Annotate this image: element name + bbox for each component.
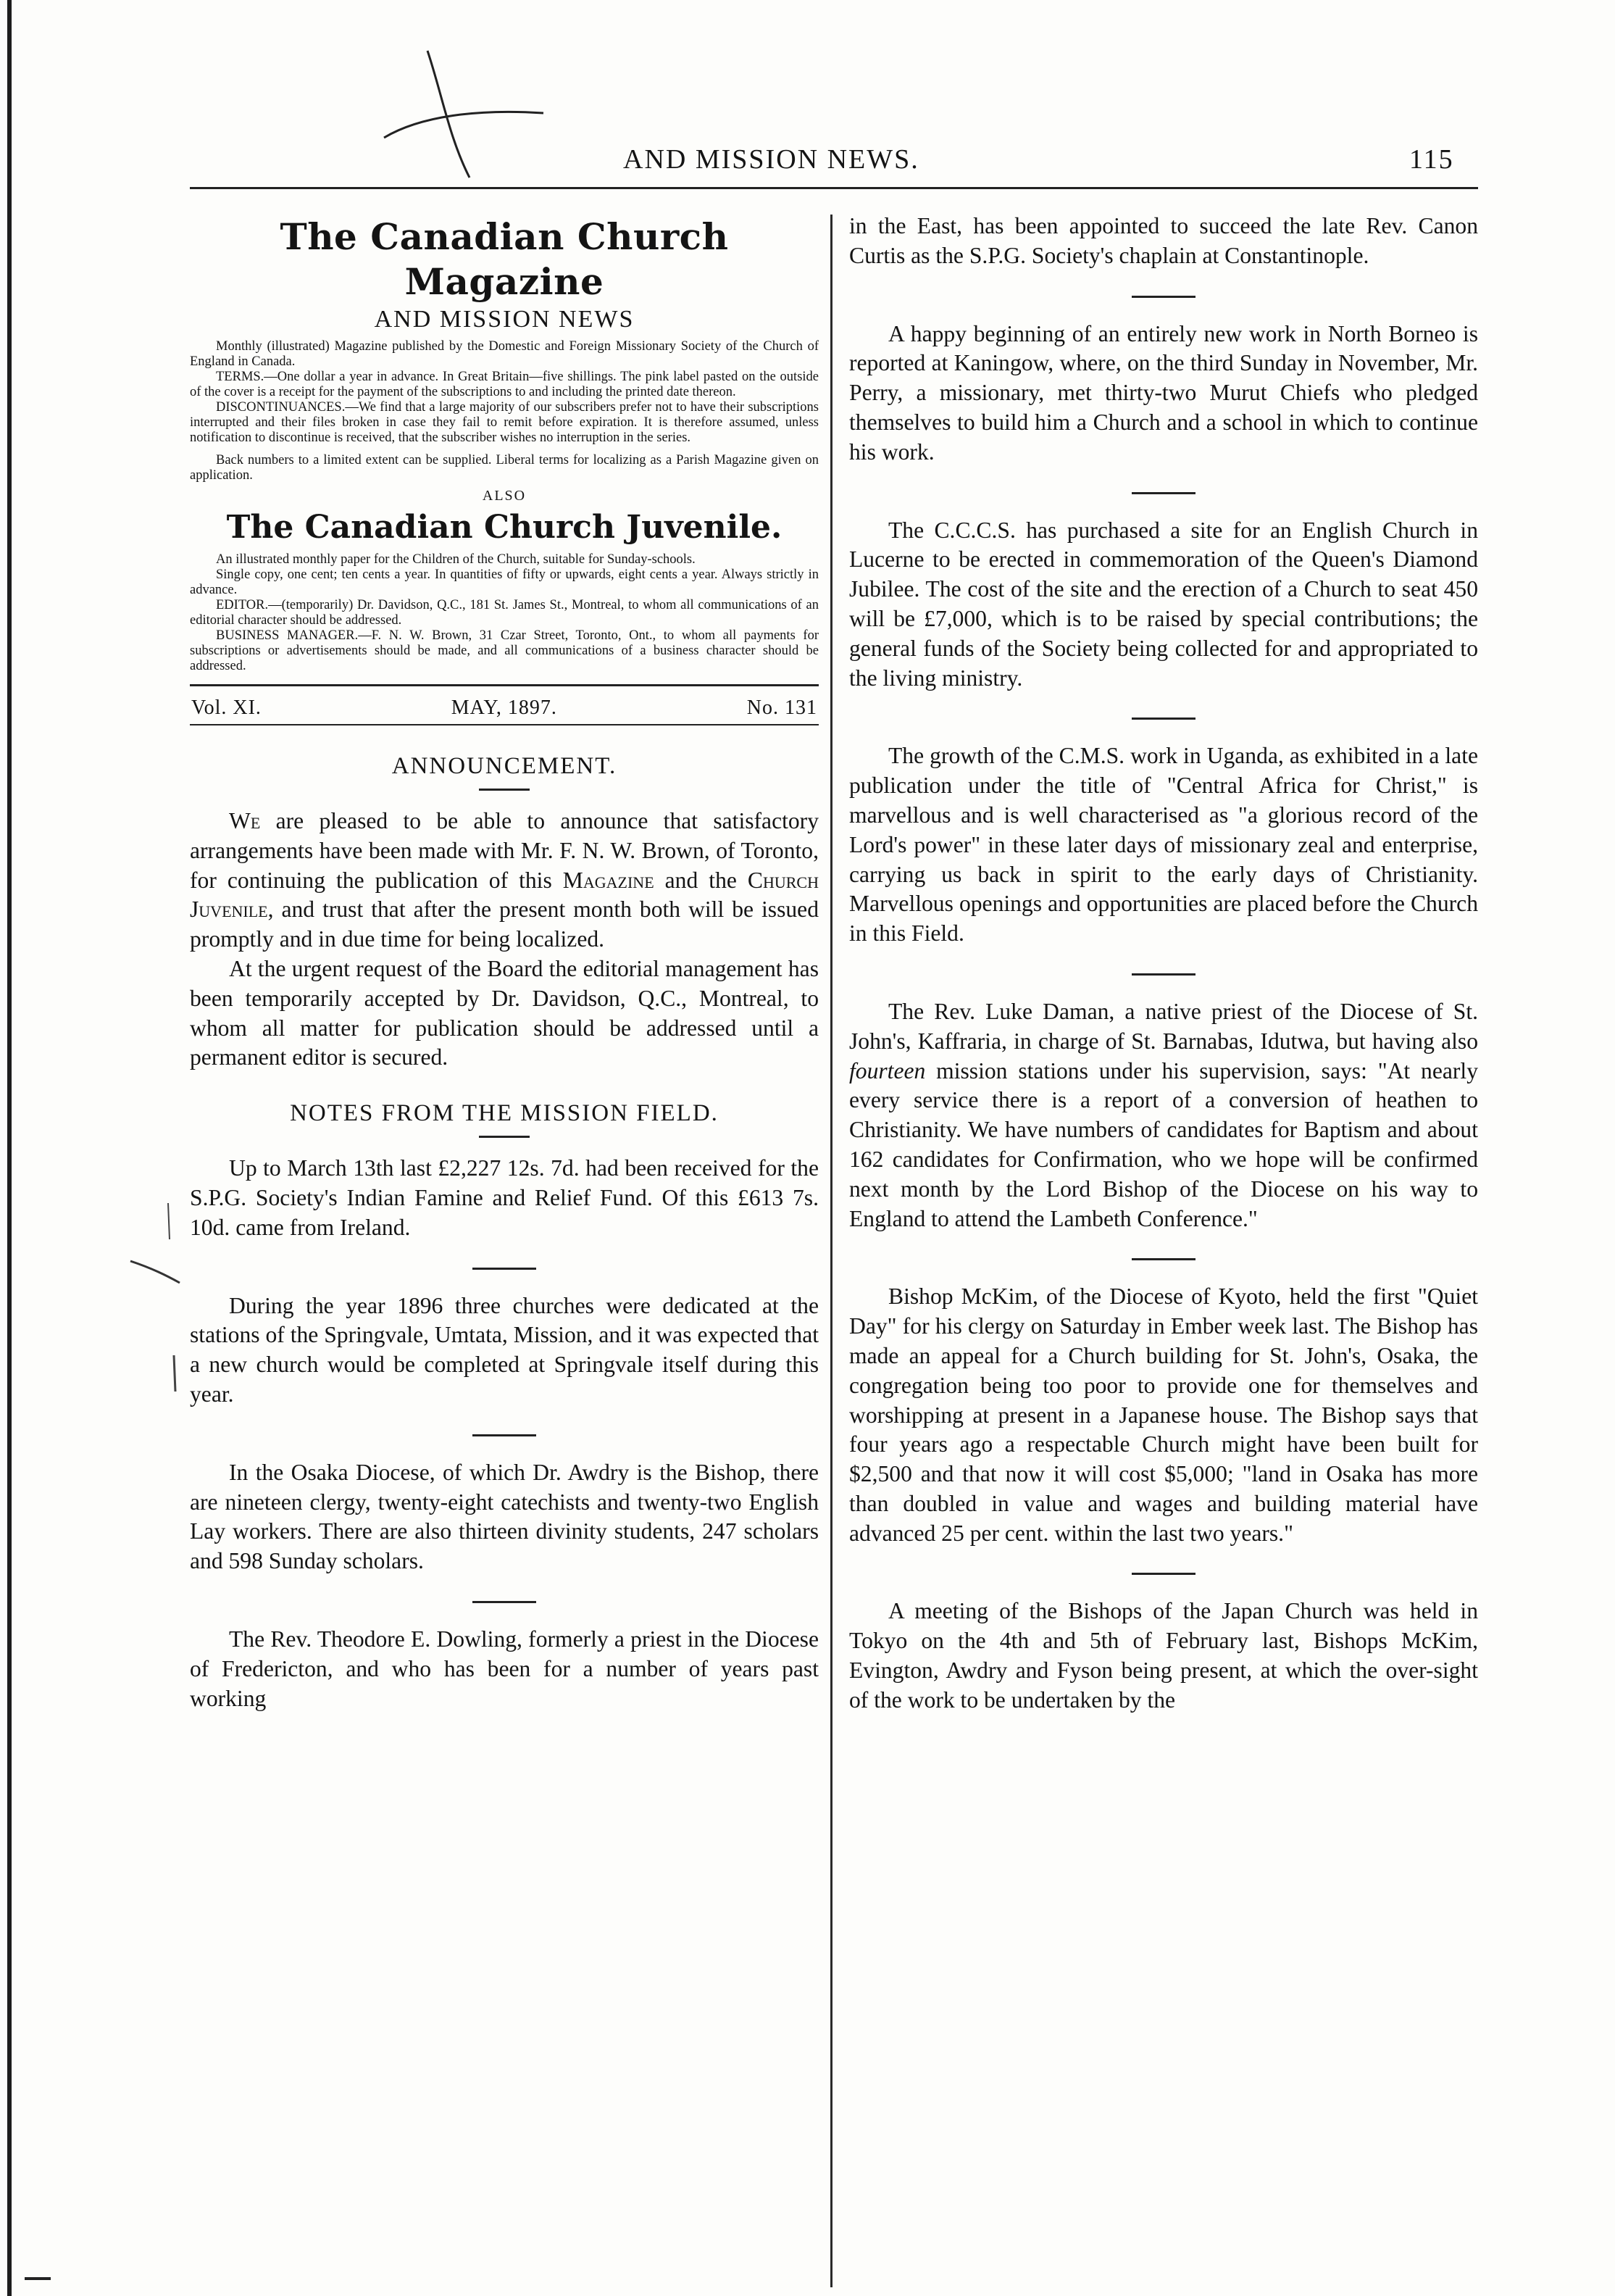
note-text: mission stations under his supervision, says: "At nearly every service there is a report of a conversion of heathen to Christianity. We have numbers of candidates for Baptism and about 162 candidates for Confirmation, who we hope will be confirmed next month by the Lord Bishop of the Diocese on his way to England to attend the Lambeth Conference." (849, 1057, 1478, 1231)
page-binding-edge (7, 0, 12, 2296)
masthead-discontinuances: DISCONTINUANCES.—We find that a large majority of our subscribers prefer not to have their subscriptions interrupted and their files broken in case they fail to remit before expiration. It is therefore assumed, unless notification to discontinue is received, that the subscriber wishes no interruption in the series. (190, 400, 819, 445)
masthead (190, 215, 819, 725)
note-paragraph: The Rev. Theodore E. Dowling, formerly a priest in the Diocese of Fredericton, and who has been for a number of years past working (190, 1626, 819, 1711)
right-column (849, 212, 1478, 1715)
header-rule (190, 187, 1478, 189)
issue-rule (190, 724, 819, 725)
masthead-description: Monthly (illustrated) Magazine published by the Domestic and Foreign Missionary Society of the Church of England in Canada. (190, 339, 819, 369)
note-separator (472, 1434, 536, 1436)
note-paragraph: The growth of the C.M.S. work in Uganda, as exhibited in a late publication under the title of "Central Africa for Christ," is marvellous and is well characterised as "a glorious record of the Lord's power" in these later days of missionary zeal and enterprise, carrying us back in spirit to the early days of Christianity. Marvellous openings and opportunities are placed before the Church in this Field. (849, 743, 1478, 947)
magazine-title: The Canadian Church Magazine (280, 215, 729, 303)
note-separator (472, 1601, 536, 1603)
note-separator (1132, 296, 1195, 298)
running-head: AND MISSION NEWS. (623, 144, 919, 175)
announcement-paragraph-2: At the urgent request of the Board the editorial management has been temporarily accepted by Dr. Davidson, Q.C., Montreal, to whom all matter for publication should be addressed until a permanent editor is secured. (190, 955, 819, 1070)
note-paragraph: In the Osaka Diocese, of which Dr. Awdry is the Bishop, there are nineteen clergy, twenty-eight catechists and twenty-two English Lay workers. There are also thirteen divinity students, 247 scholars and 598 Sunday scholars. (190, 1459, 819, 1574)
note-paragraph: Up to March 13th last £2,227 12s. 7d. had been received for the S.P.G. Society's Indian Famine and Relief Fund. Of this £613 7s. 10d. came from Ireland. (190, 1155, 819, 1240)
juvenile-price: Single copy, one cent; ten cents a year. In quantities of fifty or upwards, eight cents a year. Always strictly in advance. (190, 567, 819, 597)
note-paragraph-daman (849, 997, 1478, 1234)
magazine-reference: Magazine (562, 867, 654, 893)
announcement-paragraph-1 (190, 807, 819, 954)
announcement-text: , and trust that after the present month both will be issued promptly and in due time for being localized. (190, 897, 819, 952)
announcement-text: and the (654, 867, 748, 893)
magazine-subtitle: AND MISSION NEWS (374, 306, 635, 333)
note-paragraph: During the year 1896 three churches were dedicated at the stations of the Springvale, Umtata, Mission, and it was expected that a new church would be completed at Springvale itself during this year. (190, 1292, 819, 1407)
masthead-rule (190, 684, 819, 686)
masthead-business-manager: BUSINESS MANAGER.—F. N. W. Brown, 31 Czar Street, Toronto, Ont., to whom all payments for subscriptions or advertisements should be made, and all communications of a business character should be addressed. (190, 628, 819, 673)
note-separator (1132, 492, 1195, 494)
section-separator (479, 1136, 530, 1138)
juvenile-reference: Church Juvenile (190, 867, 819, 923)
page-number: 115 (1409, 144, 1454, 175)
note-paragraph: The C.C.C.S. has purchased a site for an English Church in Lucerne to be erected in commemoration of the Queen's Diamond Jubilee. The cost of the site and the erection of a Church to seat 450 will be £7,000, which is to be raised by special contributions; the general funds of the Society being collected for and appropriated to the living ministry. (849, 517, 1478, 691)
corner-mark (25, 2261, 51, 2280)
issue-line (190, 696, 819, 720)
masthead-editor: EDITOR.—(temporarily) Dr. Davidson, Q.C., 181 St. James St., Montreal, to whom all communications of an editorial character should be addressed. (190, 598, 819, 628)
announcement-dropword: We (229, 808, 261, 833)
masthead-also: ALSO (482, 488, 527, 504)
note-separator (1132, 1573, 1195, 1575)
column-divider (830, 215, 832, 2287)
announcement-text: are pleased to be able to announce that satisfactory arrangements have been made with Mr. F. N. W. Brown, of Toronto, for continuing the publication of this (190, 808, 819, 893)
note-text: The Rev. Luke Daman, a native priest of the Diocese of St. John's, Kaffraria, in charge of St. Barnabas, Idutwa, but having also (849, 998, 1478, 1054)
issue-date: MAY, 1897. (451, 696, 557, 719)
left-column (190, 212, 819, 1713)
note-separator (472, 1268, 536, 1270)
masthead-back-numbers: Back numbers to a limited extent can be supplied. Liberal terms for localizing as a Parish Magazine given on application. (190, 453, 819, 483)
juvenile-title: The Canadian Church Juvenile. (226, 509, 783, 546)
issue-number: No. 131 (746, 696, 817, 719)
margin-pencil-mark (123, 1174, 188, 1392)
pen-scribble-mark (377, 43, 551, 188)
note-separator (1132, 973, 1195, 976)
masthead-terms: TERMS.—One dollar a year in advance. In Great Britain—five shillings. The pink label pasted on the outside of the cover is a receipt for the payment of the subscriptions to and including the printed date thereon. (190, 370, 819, 399)
note-continuation: in the East, has been appointed to succeed the late Rev. Canon Curtis as the S.P.G. Society's chaplain at Constantinople. (849, 213, 1478, 268)
emphasis-fourteen: fourteen (849, 1057, 926, 1083)
section-separator (479, 789, 530, 791)
note-separator (1132, 718, 1195, 720)
juvenile-description: An illustrated monthly paper for the Children of the Church, suitable for Sunday-schools. (216, 552, 696, 567)
announcement-heading: ANNOUNCEMENT. (391, 753, 617, 779)
note-paragraph: A meeting of the Bishops of the Japan Church was held in Tokyo on the 4th and 5th of February last, Bishops McKim, Evington, Awdry and Fyson being present, at which the over-sight of the work to be undertaken by the (849, 1598, 1478, 1713)
notes-heading: NOTES FROM THE MISSION FIELD. (290, 1100, 719, 1127)
note-separator (1132, 1258, 1195, 1260)
volume-label: Vol. XI. (191, 696, 262, 719)
note-paragraph: Bishop McKim, of the Diocese of Kyoto, held the first "Quiet Day" for his clergy on Saturday in Ember week last. The Bishop has made an appeal for a Church building for St. John's, Osaka, the congregation being too poor to provide one for themselves and worshipping at present in a Japanese house. The Bishop says that four years ago a respectable Church might have been built for $2,500 and that now it will cost $5,000; "land in Osaka has more than doubled in value and wages and building material have advanced 25 per cent. within the last two years." (849, 1284, 1478, 1546)
note-paragraph: A happy beginning of an entirely new work in North Borneo is reported at Kaningow, where, on the third Sunday in November, Mr. Perry, a missionary, met thirty-two Murut Chiefs who pledged themselves to build him a Church and a school in which to continue his work. (849, 320, 1478, 465)
